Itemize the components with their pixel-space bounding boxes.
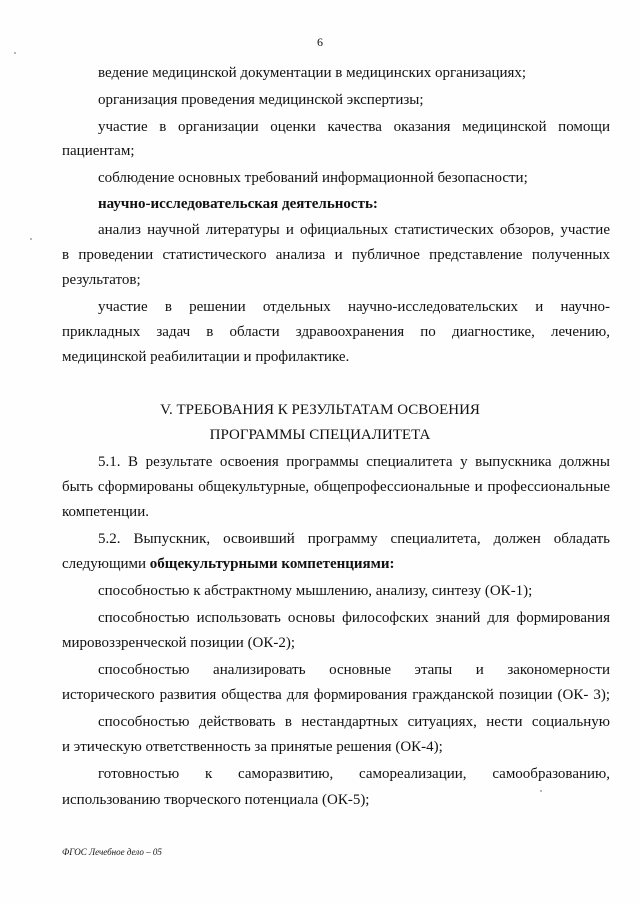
- text-line: анализ научной литературы и официальных статистических обзоров, участие: [98, 222, 610, 238]
- text-fragment: следующими: [62, 556, 150, 572]
- bold-term: общекультурными компетенциями:: [149, 556, 395, 572]
- text-line: и этическую ответственность за принятые решения (ОК-4);: [62, 739, 443, 755]
- text-line: участие в организации оценки качества оказания медицинской помощи: [98, 119, 610, 135]
- text-line: мировоззренческой позиции (ОК-2);: [62, 635, 296, 651]
- text-line: пациентам;: [62, 143, 135, 159]
- text-line: 5.2. Выпускник, освоивший программу специалитета, должен обладать: [98, 531, 610, 547]
- chapter-title-line-2: ПРОГРАММЫ СПЕЦИАЛИТЕТА: [209, 427, 431, 443]
- text-line: медицинской реабилитации и профилактике.: [62, 349, 350, 365]
- competency-item: способностью использовать основы философских знаний для формирования: [98, 610, 610, 626]
- text-line: участие в решении отдельных научно-исследовательских и научно-: [98, 299, 610, 315]
- text-line: [62, 555, 610, 573]
- text-line: организация проведения медицинской экспертизы;: [98, 92, 424, 108]
- scan-speck: [14, 52, 16, 54]
- scan-speck: [540, 790, 542, 792]
- competency-item: способностью действовать в нестандартных ситуациях, нести социальную: [98, 714, 610, 730]
- text-line: компетенции.: [62, 504, 149, 520]
- text-line: использованию творческого потенциала (ОК-5);: [62, 792, 370, 808]
- text-line: исторического развития общества для формирования гражданской позиции (ОК- 3);: [62, 687, 610, 703]
- page-number: 6: [317, 35, 323, 49]
- text-line: прикладных задач в области здравоохранения по диагностике, лечению,: [62, 324, 610, 340]
- text-line: ведение медицинской документации в медицинских организациях;: [98, 65, 527, 81]
- competency-item: готовностью к саморазвитию, самореализации, самообразованию,: [98, 766, 610, 782]
- text-line: результатов;: [62, 272, 141, 288]
- competency-item: способностью анализировать основные этапы и закономерности: [98, 662, 610, 678]
- text-line: 5.1. В результате освоения программы специалитета у выпускника должны: [98, 454, 610, 470]
- section-heading: научно-исследовательская деятельность:: [98, 196, 378, 212]
- text-line: в проведении статистического анализа и публичное представление полученных: [62, 247, 610, 263]
- chapter-title-line-1: V. ТРЕБОВАНИЯ К РЕЗУЛЬТАТАМ ОСВОЕНИЯ: [160, 402, 480, 418]
- page-footer: ФГОС Лечебное дело – 05: [62, 847, 162, 857]
- scan-speck: [30, 238, 32, 240]
- text-line: быть сформированы общекультурные, общепрофессиональные и профессиональные: [62, 479, 610, 495]
- text-line: соблюдение основных требований информационной безопасности;: [98, 170, 528, 186]
- competency-item: способностью к абстрактному мышлению, анализу, синтезу (ОК-1);: [98, 583, 533, 599]
